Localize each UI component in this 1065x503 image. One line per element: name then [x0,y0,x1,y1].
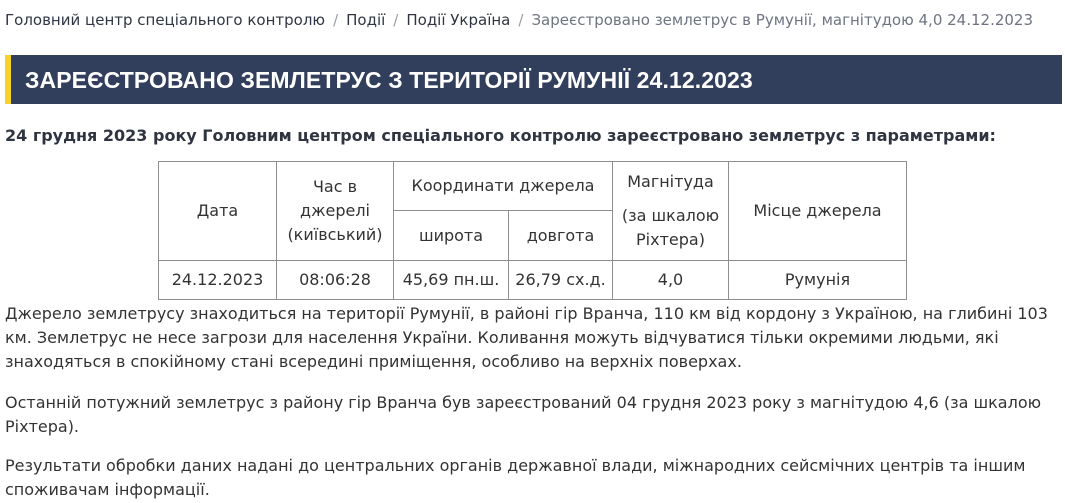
breadcrumb-events-link[interactable]: Події [346,11,386,29]
header-magnitude [613,162,729,261]
breadcrumb [5,11,1033,29]
lead-text: 24 грудня 2023 року Головним центром спеціального контролю зареєстровано землетрус з параметрами: [5,126,996,145]
header-place: Місце джерела [729,162,907,261]
header-longitude: довгота [509,211,613,261]
header-coordinates: Координати джерела [394,162,613,211]
breadcrumb-home-link[interactable]: Головний центр спеціального контролю [5,11,326,29]
cell-place: Румунія [729,261,907,300]
page-title: ЗАРЕЄСТРОВАНО ЗЕМЛЕТРУС З ТЕРИТОРІЇ РУМУНІЇ 24.12.2023 [25,67,753,93]
header-latitude: широта [394,211,509,261]
header-magnitude-line: Ріхтера) [636,230,705,249]
cell-date: 24.12.2023 [159,261,277,300]
breadcrumb-separator: / [393,11,399,29]
page-title-bar [5,55,1062,104]
header-time-line: джерелі [300,201,370,220]
cell-latitude: 45,69 пн.ш. [394,261,509,300]
paragraph-results: Результати обробки даних надані до центральних органів державної влади, міжнародних сейсмічних центрів та іншим споживачам інформації. [5,456,1026,499]
cell-time: 08:06:28 [277,261,394,300]
cell-longitude: 26,79 сх.д. [509,261,613,300]
earthquake-table [158,161,907,300]
header-time [277,162,394,261]
breadcrumb-current: Зареєстровано землетрус в Румунії, магнітудою 4,0 24.12.2023 [531,11,1034,29]
breadcrumb-events-ukraine-link[interactable]: Події Україна [406,11,511,29]
header-date: Дата [159,162,277,261]
paragraph-location: Джерело землетрусу знаходиться на території Румунії, в районі гір Вранча, 110 км від кордону з Україною, на глибині 103 км. Землетрус не несе загрози для населення України. Коливання можуть відчуватися тільки окремими людьми, які знаходяться в спокійному стані всередині приміщення, особливо на верхніх поверхах. [5,304,1048,371]
header-time-line: (київський) [287,225,383,244]
header-magnitude-line: (за шкалою [621,206,720,225]
breadcrumb-separator: / [333,11,339,29]
breadcrumb-separator: / [518,11,524,29]
table-header-row [159,162,907,211]
header-magnitude-line: Магнітуда [627,172,714,191]
paragraph-previous-quake: Останній потужний землетрус з району гір Вранча був зареєстрований 04 грудня 2023 року з магнітудою 4,6 (за шкалою Ріхтера). [5,393,1042,436]
table-row [159,261,907,300]
cell-magnitude: 4,0 [613,261,729,300]
header-time-line: Час в [312,177,358,196]
